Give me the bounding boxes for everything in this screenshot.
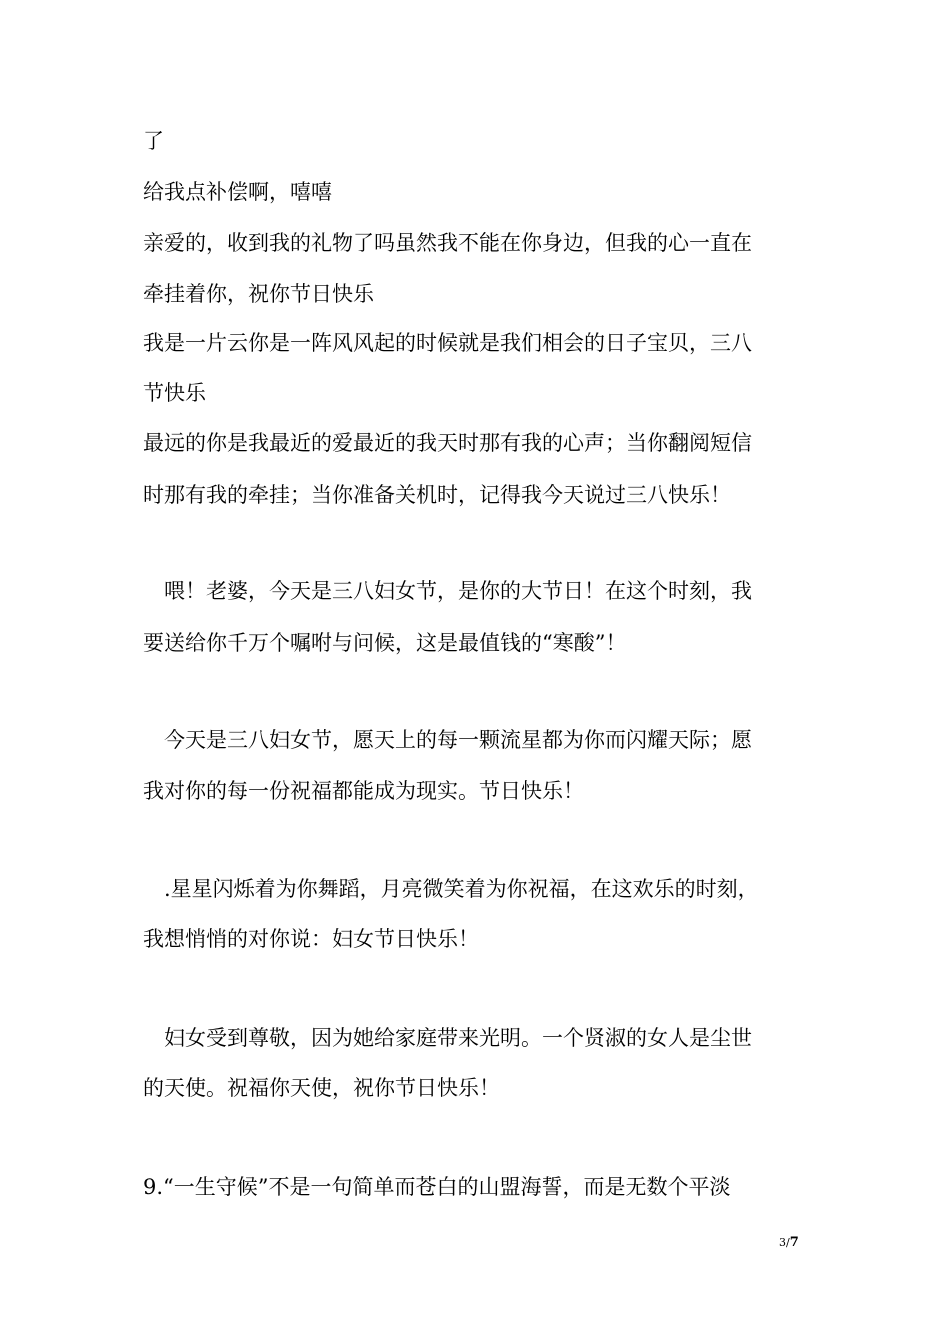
- text-line: 时那有我的牵挂；当你准备关机时，记得我今天说过三八快乐！: [143, 483, 731, 507]
- text-line: 9.“一生守候”不是一句简单而苍白的山盟海誓，而是无数个平淡: [143, 1175, 731, 1199]
- text-line: 喂！老婆，今天是三八妇女节，是你的大节日！在这个时刻，我: [143, 579, 752, 603]
- text-line: 妇女受到尊敬，因为她给家庭带来光明。一个贤淑的女人是尘世: [143, 1026, 752, 1050]
- text-line: 节快乐: [143, 381, 206, 405]
- text-line: 我想悄悄的对你说：妇女节日快乐！: [143, 927, 479, 951]
- text-line: 的天使。祝福你天使，祝你节日快乐！: [143, 1076, 500, 1100]
- text-line: 最远的你是我最近的爱最近的我天时那有我的心声；当你翻阅短信: [143, 431, 752, 455]
- text-line: 牵挂着你，祝你节日快乐: [143, 282, 374, 306]
- page-number-total: 7: [789, 1235, 799, 1250]
- text-line: 我是一片云你是一阵风风起的时候就是我们相会的日子宝贝，三八: [143, 331, 752, 355]
- page-number-current: 3/: [779, 1236, 790, 1249]
- text-line: 了: [143, 129, 164, 153]
- text-line: 给我点补偿啊，嘻嘻: [143, 180, 332, 204]
- text-line: 我对你的每一份祝福都能成为现实。节日快乐！: [143, 779, 584, 803]
- text-line: 亲爱的，收到我的礼物了吗虽然我不能在你身边，但我的心一直在: [143, 231, 752, 255]
- text-line: .星星闪烁着为你舞蹈，月亮微笑着为你祝福，在这欢乐的时刻，: [143, 877, 759, 901]
- page-number: [779, 1236, 799, 1250]
- text-line: 今天是三八妇女节，愿天上的每一颗流星都为你而闪耀天际；愿: [143, 728, 752, 752]
- text-line: 要送给你千万个嘱咐与问候，这是最值钱的“寒酸”！: [143, 631, 627, 655]
